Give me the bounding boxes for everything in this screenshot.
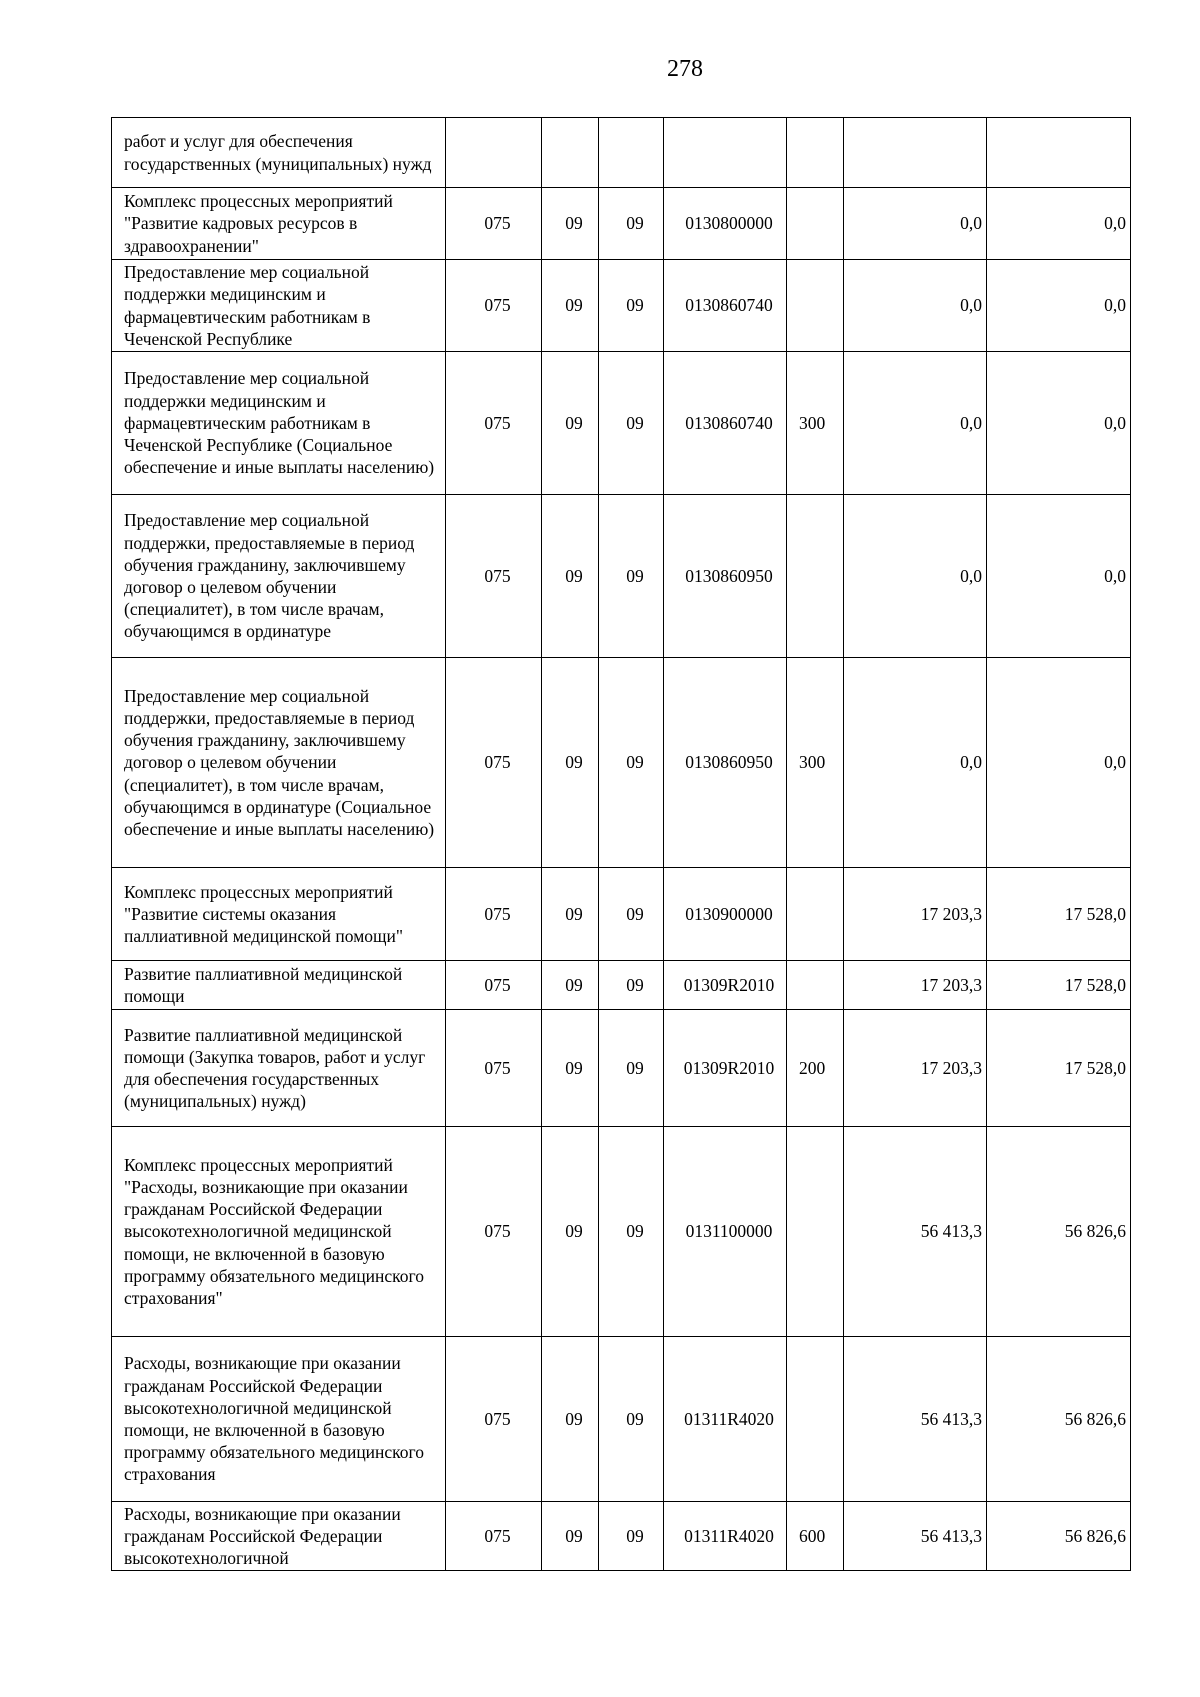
section-code: 09 [542,260,599,352]
target-article-code: 01309R2010 [664,1010,787,1127]
amount-year-1: 17 203,3 [844,1010,987,1127]
page-number: 278 [667,56,703,82]
row-name: Предоставление мер социальной поддержки медицинским и фармацевтическим работникам в Чеченской Республике [112,260,446,352]
expense-type-code [787,260,844,352]
admin-code: 075 [446,1010,542,1127]
admin-code: 075 [446,260,542,352]
expense-type-code: 300 [787,658,844,868]
expense-type-code [787,495,844,658]
row-name: Предоставление мер социальной поддержки, предоставляемые в период обучения гражданину, заключившему договор о целевом обучении (специалитет), в том числе врачам, обучающимся в ординатуре [112,495,446,658]
row-name: Комплекс процессных мероприятий "Расходы, возникающие при оказании гражданам Российской Федерации высокотехнологичной медицинской помощи, не включенной в базовую программу обязательного медицинского страхования" [112,1127,446,1337]
expense-type-code: 600 [787,1502,844,1571]
admin-code: 075 [446,1127,542,1337]
table-row [112,495,1131,658]
row-name: Предоставление мер социальной поддержки, предоставляемые в период обучения гражданину, заключившему договор о целевом обучении (специалитет), в том числе врачам, обучающимся в ординатуре (Социальное обеспечение и иные выплаты населению) [112,658,446,868]
amount-year-1: 0,0 [844,352,987,495]
expense-type-code [787,1337,844,1502]
table-row [112,188,1131,260]
amount-year-2: 0,0 [987,188,1131,260]
target-article-code: 0130900000 [664,868,787,961]
row-name: Расходы, возникающие при оказании гражданам Российской Федерации высокотехнологичной [112,1502,446,1571]
expense-type-code [787,868,844,961]
amount-year-2: 0,0 [987,260,1131,352]
expense-type-code [787,961,844,1010]
target-article-code: 0130860740 [664,352,787,495]
subsection-code: 09 [599,1010,664,1127]
subsection-code: 09 [599,961,664,1010]
section-code: 09 [542,1502,599,1571]
amount-year-1: 17 203,3 [844,961,987,1010]
expense-type-code: 300 [787,352,844,495]
amount-year-1: 0,0 [844,658,987,868]
row-name: Комплекс процессных мероприятий "Развитие системы оказания паллиативной медицинской помощи" [112,868,446,961]
table-row [112,1502,1131,1571]
admin-code: 075 [446,868,542,961]
amount-year-1 [844,118,987,188]
budget-table [111,117,1131,1571]
section-code: 09 [542,961,599,1010]
target-article-code: 0131100000 [664,1127,787,1337]
subsection-code: 09 [599,658,664,868]
section-code: 09 [542,658,599,868]
subsection-code: 09 [599,1502,664,1571]
admin-code: 075 [446,961,542,1010]
target-article-code: 0130800000 [664,188,787,260]
admin-code: 075 [446,1502,542,1571]
amount-year-2: 56 826,6 [987,1502,1131,1571]
table-row [112,1127,1131,1337]
subsection-code: 09 [599,1127,664,1337]
section-code: 09 [542,352,599,495]
row-name: Расходы, возникающие при оказании гражданам Российской Федерации высокотехнологичной медицинской помощи, не включенной в базовую программу обязательного медицинского страхования [112,1337,446,1502]
subsection-code: 09 [599,495,664,658]
admin-code: 075 [446,352,542,495]
admin-code: 075 [446,1337,542,1502]
amount-year-2: 56 826,6 [987,1127,1131,1337]
amount-year-1: 0,0 [844,188,987,260]
row-name: Развитие паллиативной медицинской помощи (Закупка товаров, работ и услуг для обеспечения государственных (муниципальных) нужд) [112,1010,446,1127]
table-row [112,1010,1131,1127]
admin-code: 075 [446,188,542,260]
section-code: 09 [542,868,599,961]
subsection-code: 09 [599,352,664,495]
table-row [112,1337,1131,1502]
amount-year-1: 0,0 [844,260,987,352]
row-name: Развитие паллиативной медицинской помощи [112,961,446,1010]
subsection-code: 09 [599,1337,664,1502]
subsection-code [599,118,664,188]
section-code [542,118,599,188]
table-row [112,868,1131,961]
target-article-code: 0130860740 [664,260,787,352]
table-row [112,260,1131,352]
row-name: Предоставление мер социальной поддержки медицинским и фармацевтическим работникам в Чеченской Республике (Социальное обеспечение и иные выплаты населению) [112,352,446,495]
amount-year-2: 0,0 [987,352,1131,495]
section-code: 09 [542,1127,599,1337]
target-article-code: 0130860950 [664,658,787,868]
row-name: работ и услуг для обеспечения государственных (муниципальных) нужд [112,118,446,188]
section-code: 09 [542,1337,599,1502]
expense-type-code [787,188,844,260]
section-code: 09 [542,495,599,658]
table-row [112,118,1131,188]
target-article-code: 01311R4020 [664,1337,787,1502]
subsection-code: 09 [599,868,664,961]
section-code: 09 [542,1010,599,1127]
amount-year-1: 0,0 [844,495,987,658]
amount-year-2: 17 528,0 [987,961,1131,1010]
table-row [112,658,1131,868]
target-article-code: 01311R4020 [664,1502,787,1571]
expense-type-code [787,1127,844,1337]
amount-year-2: 17 528,0 [987,868,1131,961]
amount-year-1: 56 413,3 [844,1502,987,1571]
amount-year-2 [987,118,1131,188]
section-code: 09 [542,188,599,260]
subsection-code: 09 [599,188,664,260]
amount-year-2: 0,0 [987,495,1131,658]
table-row [112,961,1131,1010]
target-article-code [664,118,787,188]
row-name: Комплекс процессных мероприятий "Развитие кадровых ресурсов в здравоохранении" [112,188,446,260]
amount-year-2: 0,0 [987,658,1131,868]
expense-type-code: 200 [787,1010,844,1127]
admin-code: 075 [446,658,542,868]
target-article-code: 0130860950 [664,495,787,658]
amount-year-1: 56 413,3 [844,1127,987,1337]
table-body [112,118,1131,1571]
amount-year-2: 56 826,6 [987,1337,1131,1502]
subsection-code: 09 [599,260,664,352]
expense-type-code [787,118,844,188]
table-row [112,352,1131,495]
amount-year-2: 17 528,0 [987,1010,1131,1127]
target-article-code: 01309R2010 [664,961,787,1010]
admin-code [446,118,542,188]
amount-year-1: 17 203,3 [844,868,987,961]
admin-code: 075 [446,495,542,658]
amount-year-1: 56 413,3 [844,1337,987,1502]
